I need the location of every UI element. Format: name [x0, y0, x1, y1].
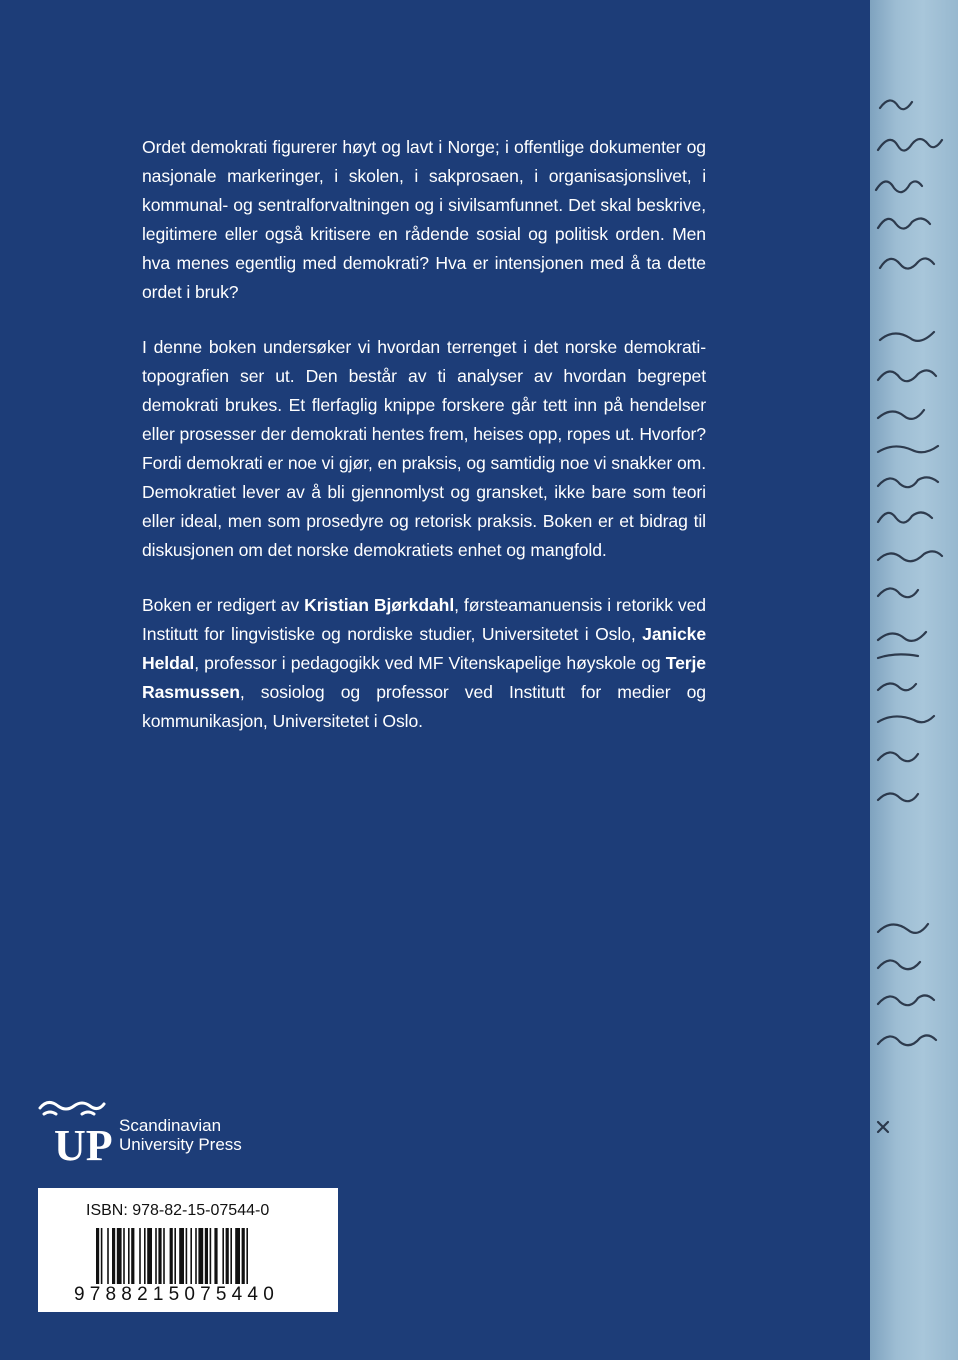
barcode-bar — [195, 1228, 197, 1284]
up-monogram-icon — [38, 1098, 118, 1168]
barcode-bar — [155, 1228, 157, 1284]
barcode-bar — [131, 1228, 134, 1284]
barcode-bar — [186, 1228, 188, 1284]
barcode-bar — [190, 1228, 192, 1284]
barcode-bar — [128, 1228, 130, 1284]
barcode-bar — [214, 1228, 217, 1284]
barcode-bar — [147, 1228, 152, 1284]
blurb-text — [142, 133, 706, 762]
barcode-bar — [246, 1228, 248, 1284]
barcode-bar — [107, 1228, 109, 1284]
editor-1-affiliation: , førsteamanuensis i retorikk ved Institutt for lingvistiske og nordiske studier, Universitetet i Oslo, — [142, 595, 706, 644]
barcode-bar — [139, 1228, 141, 1284]
blurb-paragraph-3 — [142, 591, 706, 736]
barcode-bar — [205, 1228, 208, 1284]
barcode-bar — [242, 1228, 245, 1284]
handwriting-illustration — [870, 0, 958, 1360]
barcode-bar — [144, 1228, 146, 1284]
manuscript-strip-image — [870, 0, 958, 1360]
barcode-bar — [230, 1228, 232, 1284]
barcode-bar — [174, 1228, 176, 1284]
editor-3-affiliation: , sosiolog og professor ved Institutt for medier og kommunikasjon, Universitetet i Oslo. — [142, 682, 706, 731]
barcode-bar — [235, 1228, 240, 1284]
isbn-label: ISBN: 978-82-15-07544-0 — [86, 1202, 270, 1219]
editor-name-2: Janicke Heldal — [142, 624, 706, 673]
barcode-bar — [170, 1228, 173, 1284]
barcode-bar — [117, 1228, 122, 1284]
editor-name-3: Terje Rasmussen — [142, 653, 706, 702]
editor-name-1: Kristian Bjørkdahl — [304, 595, 455, 615]
publisher-name — [119, 1116, 242, 1154]
barcode-bars — [96, 1228, 296, 1284]
barcode-bar — [210, 1228, 212, 1284]
barcode-bar — [101, 1228, 103, 1284]
barcode-bar — [163, 1228, 165, 1284]
barcode-bar — [198, 1228, 203, 1284]
logo-letters: UP — [54, 1121, 113, 1168]
isbn-barcode-box — [38, 1188, 338, 1312]
barcode-bar — [222, 1228, 224, 1284]
barcode-bar — [112, 1228, 115, 1284]
barcode-bar — [123, 1228, 125, 1284]
barcode-bar — [226, 1228, 229, 1284]
blurb-paragraph-2: I denne boken undersøker vi hvordan terrenget i det norske demokrati-topografien ser ut. Den består av ti analyser av hvordan begrepet demokrati brukes. Et flerfaglig knippe forskere går tett inn på hendelser eller prosesser der demokrati hentes frem, heises opp, ropes ut. Hvorfor? Fordi demokrati er noe vi gjør, en praksis, og samtidig noe vi snakker om. Demokratiet lever av å bli gjennomlyst og gransket, ikke bare som teori eller ideal, men som prosedyre og retorisk praksis. Boken er et bidrag til diskusjonen om det norske demokratiets enhet og mangfold. — [142, 337, 706, 560]
publisher-name-line-2: University Press — [119, 1135, 242, 1154]
blurb-paragraph-1: Ordet demokrati figurerer høyt og lavt i Norge; i offentlige dokumenter og nasjonale markeringer, i skolen, i sakprosaen, i organisasjonslivet, i kommunal- og sentralforvaltningen og i sivilsamfunnet. Det skal beskrive, legitimere eller også kritisere en rådende sosial og politisk orden. Men hva menes egentlig med demokrati? Hva er intensjonen med å ta dette ordet i bruk? — [142, 137, 706, 302]
barcode-bar — [96, 1228, 99, 1284]
barcode-bar — [158, 1228, 161, 1284]
publisher-name-line-1: Scandinavian — [119, 1116, 222, 1135]
editor-2-affiliation: , professor i pedagogikk ved MF Vitenskapelige høyskole og — [194, 653, 666, 673]
editors-intro: Boken er redigert av — [142, 595, 305, 615]
barcode-digits: 9788215075440 — [74, 1284, 279, 1305]
barcode-bar — [179, 1228, 184, 1284]
